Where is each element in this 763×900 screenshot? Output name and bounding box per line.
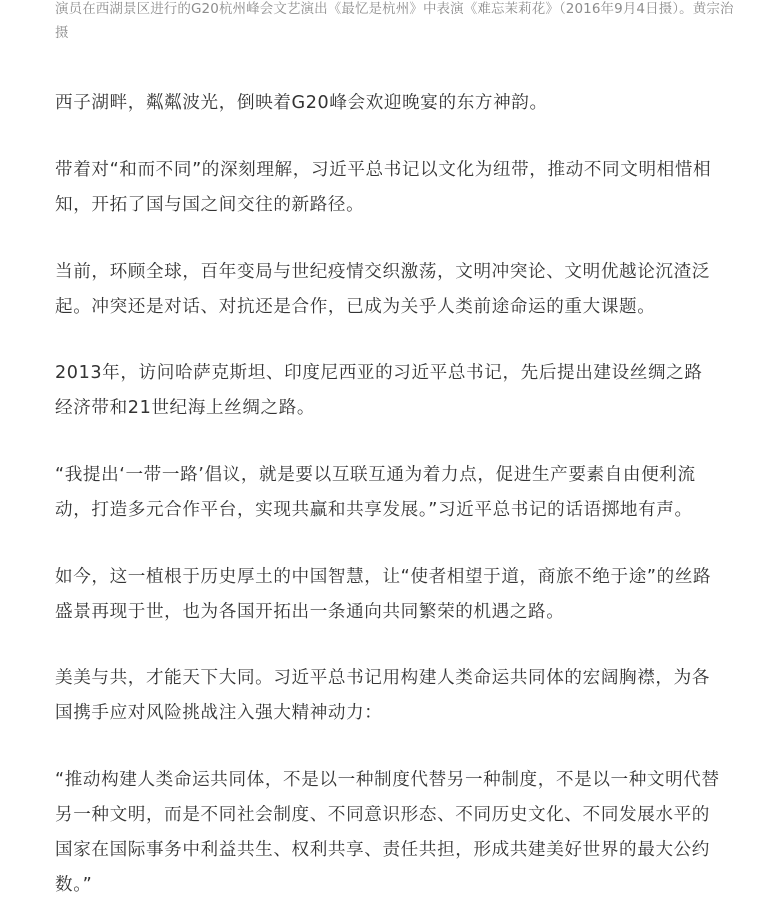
paragraph-4: 2013年，访问哈萨克斯坦、印度尼西亚的习近平总书记，先后提出建设丝绸之路经济带和21世纪海上丝绸之路。: [55, 363, 703, 418]
paragraph-7: 美美与共，才能天下大同。习近平总书记用构建人类命运共同体的宏阔胸襟，为各国携手应对风险挑战注入强大精神动力：: [55, 668, 710, 723]
paragraph-6: 如今，这一植根于历史厚土的中国智慧，让“使者相望于道，商旅不绝于途”的丝路盛景再现于世，也为各国开拓出一条通向共同繁荣的机遇之路。: [55, 567, 712, 622]
paragraph-8: “推动构建人类命运共同体，不是以一种制度代替另一种制度，不是以一种文明代替另一种文明，而是不同社会制度、不同意识形态、不同历史文化、不同发展水平的国家在国际事务中利益共生、权利共享、责任共担，形成共建美好世界的最大公约数。”: [55, 770, 720, 895]
photo-caption: 演员在西湖景区进行的G20杭州峰会文艺演出《最忆是杭州》中表演《难忘茉莉花》（2016年9月4日摄）。黄宗治 摄: [55, 1, 734, 41]
paragraph-2: 带着对“和而不同”的深刻理解，习近平总书记以文化为纽带，推动不同文明相惜相知，开拓了国与国之间交往的新路径。: [55, 160, 712, 215]
paragraph-3: 当前，环顾全球，百年变局与世纪疫情交织激荡，文明冲突论、文明优越论沉渣泛起。冲突还是对话、对抗还是合作，已成为关乎人类前途命运的重大课题。: [55, 262, 710, 317]
paragraph-5: “我提出‘一带一路’倡议，就是要以互联互通为着力点，促进生产要素自由便利流动，打造多元合作平台，实现共赢和共享发展。”习近平总书记的话语掷地有声。: [55, 465, 696, 520]
paragraph-1: 西子湖畔，粼粼波光，倒映着G20峰会欢迎晚宴的东方神韵。: [55, 93, 548, 113]
